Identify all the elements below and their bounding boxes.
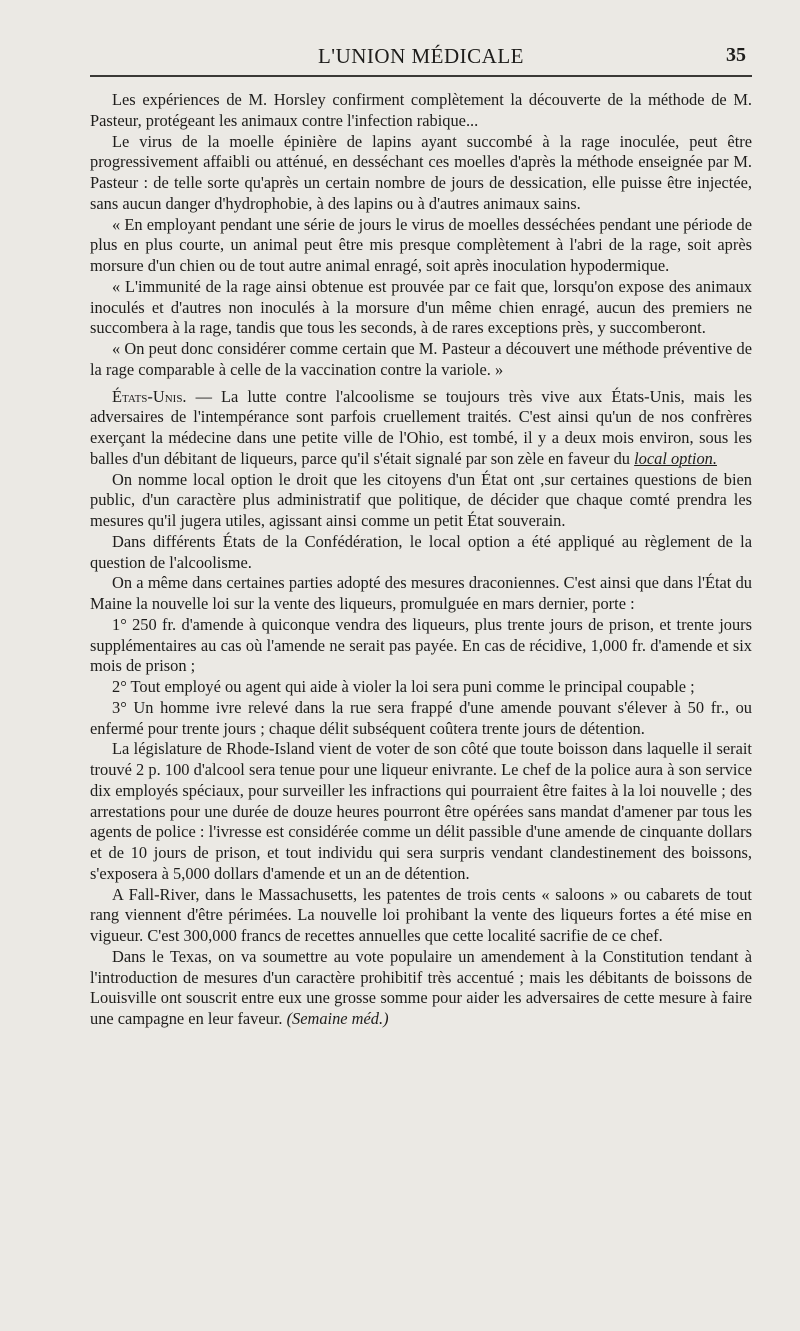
- header-rule: [90, 75, 752, 77]
- page-number: 35: [726, 44, 746, 66]
- paragraph-horsley: Les expériences de M. Horsley confirment complètement la découverte de la méthode de M. Pasteur, protégeant les animaux contre l'infection rabique...: [90, 90, 752, 130]
- paragraph-texas: [90, 947, 752, 1030]
- paragraph-rhode-island: La législature de Rhode-Island vient de voter de son côté que toute boisson dans laquelle il serait trouvé 2 p. 100 d'alcool sera tenue pour une liqueur enivrante. Le chef de la police aura à son service dix employés spéciaux, pour surveiller les infractions qui pourraient être faites à la loi nouvelle ; des arrestations pour une durée de douze heures pourront être opérées sans mandat d'amener par tous les agents de police : l'ivresse est considérée comme un délit passible d'une amende de cinquante dollars et de 10 jours de prison, et tout individu qui sera surpris vendant clandestinement des boissons, s'exposera à 5,000 dollars d'amende et un an de détention.: [90, 739, 752, 883]
- source-citation: (Semaine méd.): [286, 1009, 389, 1028]
- paragraph-dessication: « En employant pendant une série de jours le virus de moelles desséchées pendant une période de plus en plus courte, un animal peut être mis presque complètement à l'abri de la rage, soit après morsure d'un chien ou de tout autre animal enragé, soit après inoculation hypodermique.: [90, 214, 752, 275]
- paragraph-confederation: Dans différents États de la Confédération, le local option a été appliqué au règlement de la question de l'alcoolisme.: [90, 531, 752, 572]
- etats-unis-text: — La lutte contre l'alcoolisme se toujours très vive aux États-Unis, mais les adversaires de l'intempérance sont parfois cruellement traités. C'est ainsi qu'un de nos confrères exerçant la médecine dans une petite ville de l'Ohio, est tombé, il y a deux mois environ, sous les balles d'un débitant de liqueurs, parce qu'il s'était signalé par son zèle en faveur du: [90, 386, 752, 468]
- paragraph-rule-2: 2° Tout employé ou agent qui aide à violer la loi sera puni comme le principal coupable ;: [112, 677, 695, 696]
- paragraph-fall-river: A Fall-River, dans le Massachusetts, les patentes de trois cents « saloons » ou cabarets de tout rang viennent d'être périmées. La nouvelle loi prohibant la vente des liqueurs fortes a été mise en vigueur. C'est 300,000 francs de recettes annuelles que cette localité sacrifie de ce chef.: [90, 884, 752, 945]
- running-head: [90, 40, 752, 74]
- article-body: [90, 90, 752, 1030]
- paragraph-maine: On a même dans certaines parties adopté des mesures draconiennes. C'est ainsi que dans l'État du Maine la nouvelle loi sur la vente des liqueurs, promulguée en mars dernier, porte :: [90, 573, 752, 613]
- section-heading-etats-unis: États-Unis.: [112, 386, 187, 406]
- paragraph-conclusion: « On peut donc considérer comme certain que M. Pasteur a découvert une méthode préventive de la rage comparable à celle de la vaccination contre la variole. »: [90, 339, 752, 379]
- paragraph-etats-unis: [90, 387, 752, 470]
- paragraph-virus: Le virus de la moelle épinière de lapins ayant succombé à la rage inoculée, peut être progressivement affaibli ou atténué, en desséchant ces moelles d'après la méthode enseignée par M. Pasteur : de telle sorte qu'après un certain nombre de jours de dessication, elle puisse être injectée, sans aucun danger d'hydrophobie, à des lapins ou à d'autres animaux sains.: [90, 131, 752, 213]
- running-title: L'UNION MÉDICALE: [317, 44, 524, 68]
- paragraph-local-option: On nomme local option le droit que les citoyens d'un État ont ,sur certaines questions de bien public, d'un caractère plus administratif que politique, de décider que chaque comté prendra les mesures qu'il jugera utiles, agissant ainsi comme un petit État souverain.: [90, 469, 752, 530]
- texas-text: Dans le Texas, on va soumettre au vote populaire un amendement à la Constitution tendant à l'introduction de mesures d'un caractère prohibitif très accentué ; mais les débitants de boissons de Louisville ont souscrit entre eux une grosse somme pour aider les adversaires de cette mesure à faire une campagne en leur faveur.: [90, 946, 752, 1028]
- paragraph-rule-3: 3° Un homme ivre relevé dans la rue sera frappé d'une amende pouvant s'élever à 50 fr., ou enfermé pour trente jours ; chaque délit subséquent coûtera trente jours de détention.: [90, 697, 752, 738]
- paragraph-immunite: « L'immunité de la rage ainsi obtenue est prouvée par ce fait que, lorsqu'on expose des animaux inoculés et d'autres non inoculés à la morsure d'un même chien enragé, aucun des premiers ne succombera à la rage, tandis que tous les seconds, à de rares exceptions près, y succomberont.: [90, 276, 752, 338]
- paragraph-rule-1: 1° 250 fr. d'amende à quiconque vendra des liqueurs, plus trente jours de prison, et trente jours supplémentaires au cas où l'amende ne serait pas payée. En cas de récidive, 1,000 fr. d'amende et six mois de prison ;: [90, 614, 752, 676]
- local-option-emphasis: local option.: [634, 448, 717, 468]
